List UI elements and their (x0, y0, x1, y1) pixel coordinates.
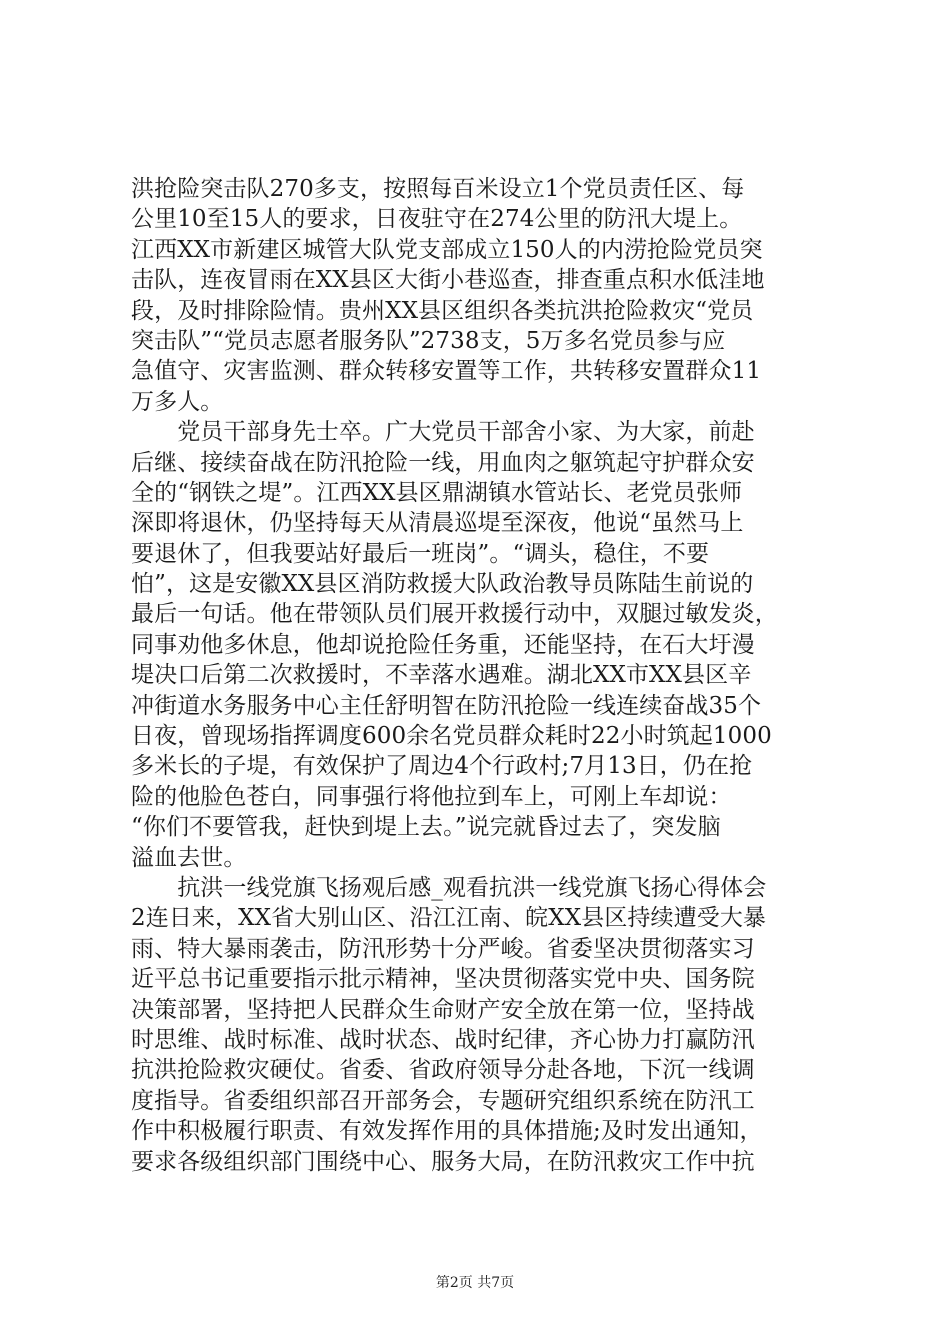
text-line: 后继、接续奋战在防汛抢险一线，用血肉之躯筑起守护群众安 (131, 449, 755, 476)
text-line: 堤决口后第二次救援时，不幸落水遇难。湖北XX市XX县区辛 (131, 662, 752, 689)
text-line: 击队，连夜冒雨在XX县区大街小巷巡查，排查重点积水低洼地 (131, 267, 765, 294)
text-line: 怕”，这是安徽XX县区消防救援大队政治教导员陈陆生前说的 (131, 571, 754, 598)
body-text (131, 174, 825, 1177)
text-line: 2连日来，XX省大别山区、沿江江南、皖XX县区持续遭受大暴 (131, 905, 767, 932)
text-line: 全的“钢铁之堤”。江西XX县区鼎湖镇水管站长、老党员张师 (131, 479, 743, 506)
text-line: 险的他脸色苍白，同事强行将他拉到车上，可刚上车却说： (131, 783, 732, 810)
text-line: 决策部署，坚持把人民群众生命财产安全放在第一位，坚持战 (131, 996, 755, 1023)
text-line: 急值守、灾害监测、群众转移安置等工作，共转移安置群众11 (131, 358, 762, 385)
text-line: 冲街道水务服务中心主任舒明智在防汛抢险一线连续奋战35个 (131, 692, 762, 719)
text-line: 多米长的子堤，有效保护了周边4个行政村;7月13日，仍在抢 (131, 753, 753, 780)
text-line: 雨、特大暴雨袭击，防汛形势十分严峻。省委坚决贯彻落实习 (131, 935, 755, 962)
text-line: 要退休了，但我要站好最后一班岗”。“调头，稳住，不要 (131, 540, 710, 567)
text-line: 日夜，曾现场指挥调度600余名党员群众耗时22小时筑起1000 (131, 723, 772, 750)
text-line: 要求各级组织部门围绕中心、服务大局，在防汛救灾工作中抗 (131, 1148, 755, 1175)
text-line: 同事劝他多休息，他却说抢险任务重，还能坚持，在石大圩漫 (131, 631, 755, 658)
text-line: 深即将退休，仍坚持每天从清晨巡堤至深夜，他说“虽然马上 (131, 510, 744, 537)
text-line: 抗洪一线党旗飞扬观后感_观看抗洪一线党旗飞扬心得体会 (131, 874, 767, 901)
text-line: 万多人。 (131, 388, 224, 415)
text-line: “你们不要管我，赶快到堤上去。”说完就昏过去了，突发脑 (131, 814, 721, 841)
text-line: 度指导。省委组织部召开部务会，专题研究组织系统在防汛工 (131, 1087, 755, 1114)
page-number-footer: 第2页 共7页 (435, 1275, 515, 1291)
text-line: 段，及时排除险情。贵州XX县区组织各类抗洪抢险救灾“党员 (131, 297, 754, 324)
text-line: 近平总书记重要指示批示精神，坚决贯彻落实党中央、国务院 (131, 966, 755, 993)
text-line: 溢血去世。 (131, 844, 247, 871)
text-line: 公里10至15人的要求，日夜驻守在274公里的防汛大堤上。 (131, 206, 743, 233)
text-line: 党员干部身先士卒。广大党员干部舍小家、为大家，前赴 (131, 419, 755, 446)
text-line: 作中积极履行职责、有效发挥作用的具体措施;及时发出通知， (131, 1118, 763, 1145)
text-line: 洪抢险突击队270多支，按照每百米设立1个党员责任区、每 (131, 176, 745, 202)
text-line: 最后一句话。他在带领队员们展开救援行动中，双腿过敏发炎， (131, 601, 778, 628)
text-line: 突击队”“党员志愿者服务队”2738支，5万多名党员参与应 (131, 327, 726, 354)
text-line: 江西XX市新建区城管大队党支部成立150人的内涝抢险党员突 (131, 236, 763, 263)
text-line: 时思维、战时标准、战时状态、战时纪律，齐心协力打赢防汛 (131, 1026, 755, 1053)
text-line: 抗洪抢险救灾硬仗。省委、省政府领导分赴各地，下沉一线调 (131, 1057, 755, 1084)
